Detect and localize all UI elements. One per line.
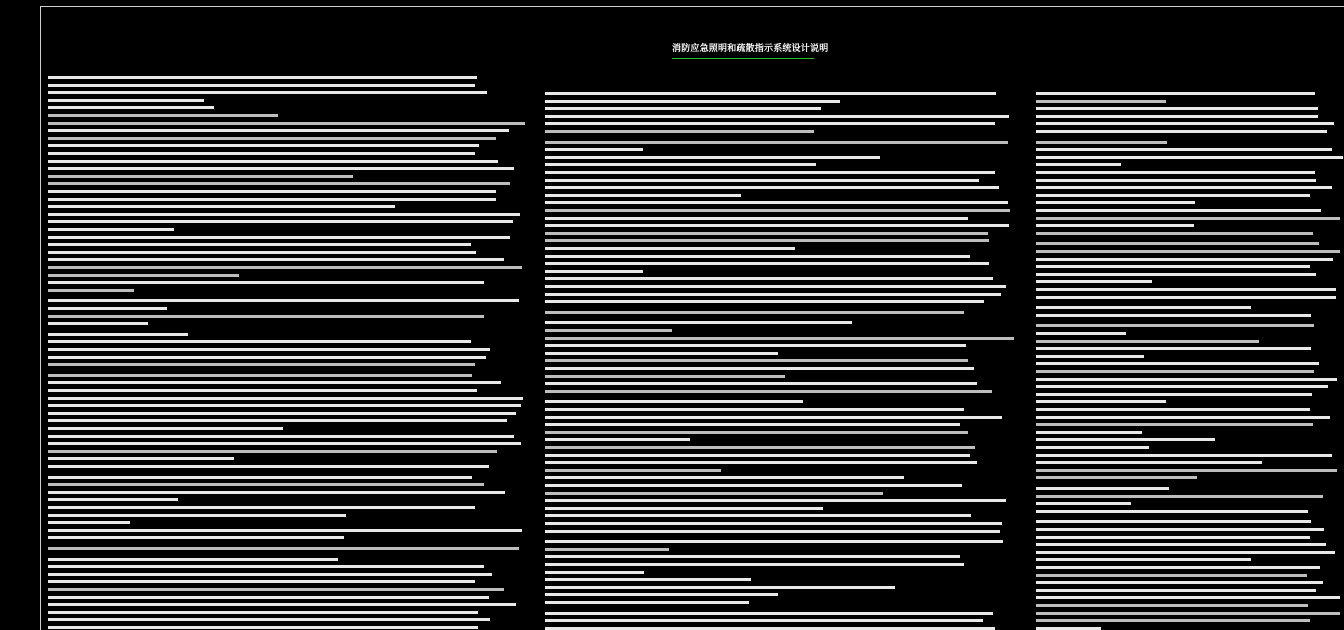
- text-line: [1036, 92, 1315, 95]
- text-line: [48, 190, 496, 193]
- text-line: [545, 122, 995, 125]
- text-line: [545, 446, 975, 449]
- text-line: [1036, 510, 1308, 513]
- text-line: [48, 389, 477, 392]
- text-line: [48, 236, 510, 239]
- text-line: [545, 224, 1009, 227]
- text-line: [48, 580, 475, 583]
- text-line: [545, 247, 795, 250]
- text-line: [545, 586, 895, 589]
- text-line: [545, 209, 1010, 212]
- text-line: [48, 435, 514, 438]
- text-line: [48, 514, 346, 517]
- text-line: [1036, 558, 1251, 561]
- text-line: [545, 469, 721, 472]
- text-line: [1036, 148, 1332, 151]
- text-line: [1036, 461, 1262, 464]
- text-line: [48, 106, 214, 109]
- text-line: [545, 540, 1003, 543]
- text-line: [545, 352, 778, 355]
- text-line: [545, 612, 993, 615]
- text-line: [545, 130, 814, 133]
- text-line: [48, 289, 134, 292]
- text-line: [48, 498, 178, 501]
- text-line: [545, 270, 643, 273]
- text-line: [1036, 141, 1167, 144]
- text-line: [1036, 581, 1323, 584]
- text-line: [1036, 423, 1313, 426]
- text-line: [1036, 355, 1144, 358]
- text-line: [1036, 347, 1311, 350]
- text-line: [48, 521, 130, 524]
- text-line: [1036, 612, 1340, 615]
- text-line: [48, 198, 496, 201]
- text-line: [545, 571, 644, 574]
- text-line: [48, 381, 501, 384]
- text-line: [545, 438, 690, 441]
- text-line: [1036, 107, 1318, 110]
- text-line: [48, 266, 522, 269]
- text-line: [48, 258, 504, 261]
- text-line: [545, 100, 840, 103]
- text-line: [545, 156, 880, 159]
- text-line: [545, 141, 1008, 144]
- text-line: [545, 548, 669, 551]
- text-line: [48, 596, 489, 599]
- text-line: [545, 107, 821, 110]
- text-line: [48, 476, 472, 479]
- text-line: [1036, 469, 1337, 472]
- text-line: [545, 578, 751, 581]
- text-line: [48, 363, 475, 366]
- text-line: [545, 484, 962, 487]
- text-line: [48, 547, 519, 550]
- text-line: [545, 311, 964, 314]
- text-line: [1036, 502, 1131, 505]
- text-line: [1036, 171, 1315, 174]
- text-line: [1036, 604, 1308, 607]
- text-line: [1036, 242, 1319, 245]
- text-line: [48, 558, 338, 561]
- text-line: [545, 337, 1014, 340]
- text-line: [48, 152, 475, 155]
- text-line: [1036, 408, 1310, 411]
- text-line: [1036, 589, 1316, 592]
- text-line: [545, 499, 1006, 502]
- text-line: [48, 160, 498, 163]
- text-line: [1036, 416, 1330, 419]
- text-line: [1036, 265, 1310, 268]
- text-line: [545, 619, 983, 622]
- text-line: [48, 356, 486, 359]
- text-line: [48, 465, 489, 468]
- text-line: [545, 507, 823, 510]
- text-line: [48, 281, 484, 284]
- text-line: [1036, 627, 1101, 630]
- text-line: [48, 129, 509, 132]
- text-line: [48, 205, 395, 208]
- text-line: [545, 514, 971, 517]
- text-line: [1036, 487, 1169, 490]
- text-line: [1036, 476, 1197, 479]
- text-line: [545, 232, 988, 235]
- text-line: [1036, 446, 1149, 449]
- text-line: [1036, 122, 1334, 125]
- text-line: [48, 228, 174, 231]
- text-line: [1036, 306, 1251, 309]
- text-line: [1036, 543, 1326, 546]
- text-line: [545, 461, 977, 464]
- text-line: [1036, 224, 1194, 227]
- text-line: [545, 593, 778, 596]
- text-line: [545, 522, 1002, 525]
- text-line: [48, 397, 523, 400]
- text-line: [48, 348, 490, 351]
- drawing-frame-top-border: [40, 6, 1344, 7]
- text-line: [1036, 250, 1340, 253]
- text-line: [1036, 209, 1321, 212]
- text-line: [545, 563, 964, 566]
- text-line: [545, 277, 993, 280]
- text-line: [1036, 258, 1333, 261]
- text-line: [1036, 362, 1319, 365]
- text-line: [1036, 551, 1335, 554]
- text-line: [1036, 596, 1340, 599]
- text-line: [545, 255, 970, 258]
- text-line: [545, 344, 966, 347]
- text-line: [545, 400, 803, 403]
- text-line: [545, 530, 1000, 533]
- text-line: [48, 307, 167, 310]
- text-line: [545, 431, 968, 434]
- text-line: [545, 293, 1001, 296]
- text-line: [48, 175, 353, 178]
- text-line: [545, 601, 749, 604]
- text-line: [1036, 201, 1195, 204]
- text-line: [48, 611, 478, 614]
- text-line: [1036, 186, 1332, 189]
- text-line: [1036, 217, 1340, 220]
- text-line: [545, 423, 960, 426]
- text-line: [1036, 520, 1311, 523]
- text-line: [48, 603, 516, 606]
- text-line: [48, 114, 278, 117]
- text-line: [545, 262, 989, 265]
- text-line: [48, 457, 234, 460]
- text-line: [1036, 566, 1320, 569]
- text-line: [1036, 400, 1166, 403]
- text-line: [545, 329, 672, 332]
- text-line: [48, 626, 478, 629]
- text-line: [48, 167, 514, 170]
- text-line: [48, 442, 521, 445]
- text-line: [1036, 179, 1316, 182]
- text-line: [1036, 536, 1310, 539]
- text-line: [545, 476, 904, 479]
- text-line: [48, 137, 496, 140]
- title-underline: [672, 58, 814, 59]
- text-line: [48, 251, 476, 254]
- text-line: [1036, 296, 1336, 299]
- text-line: [1036, 288, 1336, 291]
- text-line: [1036, 232, 1313, 235]
- text-line: [545, 627, 995, 630]
- text-line: [545, 115, 1009, 118]
- text-line: [545, 148, 643, 151]
- text-line: [1036, 370, 1314, 373]
- text-line: [1036, 528, 1324, 531]
- text-line: [1036, 273, 1316, 276]
- text-line: [48, 299, 519, 302]
- text-line: [545, 300, 984, 303]
- text-line: [545, 171, 995, 174]
- text-line: [48, 213, 520, 216]
- text-line: [1036, 332, 1126, 335]
- text-line: [545, 382, 977, 385]
- text-line: [545, 555, 960, 558]
- text-line: [48, 182, 510, 185]
- text-line: [545, 217, 968, 220]
- text-line: [1036, 438, 1215, 441]
- text-line: [545, 408, 964, 411]
- text-line: [48, 243, 471, 246]
- text-line: [1036, 156, 1343, 159]
- text-line: [48, 529, 522, 532]
- text-line: [1036, 574, 1307, 577]
- text-line: [48, 573, 492, 576]
- text-line: [545, 194, 741, 197]
- text-line: [545, 367, 974, 370]
- text-line: [48, 333, 188, 336]
- text-line: [545, 416, 1002, 419]
- text-line: [48, 536, 344, 539]
- text-line: [545, 454, 970, 457]
- text-line: [48, 506, 475, 509]
- text-line: [545, 285, 1006, 288]
- text-line: [1036, 393, 1312, 396]
- text-line: [48, 144, 479, 147]
- text-line: [545, 239, 989, 242]
- text-line: [545, 492, 883, 495]
- text-line: [48, 483, 484, 486]
- text-line: [1036, 619, 1310, 622]
- text-line: [48, 91, 487, 94]
- drawing-frame-left-border: [40, 6, 41, 630]
- text-line: [1036, 378, 1337, 381]
- text-line: [1036, 194, 1310, 197]
- text-line: [1036, 495, 1323, 498]
- document-title: 消防应急照明和疏散指示系统设计说明: [672, 44, 829, 54]
- text-line: [545, 359, 968, 362]
- text-line: [48, 404, 521, 407]
- text-line: [48, 618, 490, 621]
- text-line: [48, 412, 516, 415]
- text-line: [545, 179, 979, 182]
- text-line: [1036, 340, 1259, 343]
- text-line: [48, 427, 283, 430]
- text-line: [48, 374, 472, 377]
- text-line: [48, 322, 148, 325]
- text-line: [48, 491, 505, 494]
- text-line: [48, 450, 497, 453]
- text-line: [1036, 130, 1327, 133]
- text-line: [1036, 431, 1142, 434]
- text-line: [48, 340, 471, 343]
- text-line: [1036, 324, 1314, 327]
- text-line: [48, 565, 484, 568]
- text-line: [48, 220, 513, 223]
- text-line: [48, 315, 484, 318]
- text-line: [545, 390, 992, 393]
- text-line: [48, 76, 477, 79]
- text-line: [1036, 385, 1328, 388]
- text-line: [1036, 454, 1332, 457]
- text-line: [1036, 163, 1121, 166]
- text-line: [48, 122, 525, 125]
- text-line: [1036, 314, 1311, 317]
- text-line: [545, 201, 1008, 204]
- text-line: [1036, 100, 1166, 103]
- text-line: [48, 419, 507, 422]
- text-line: [48, 99, 204, 102]
- text-line: [48, 84, 475, 87]
- text-line: [1036, 115, 1318, 118]
- text-line: [545, 321, 852, 324]
- text-line: [545, 92, 996, 95]
- text-line: [545, 163, 816, 166]
- text-line: [1036, 280, 1152, 283]
- text-line: [48, 274, 239, 277]
- text-line: [48, 588, 504, 591]
- text-line: [545, 186, 999, 189]
- text-line: [545, 375, 785, 378]
